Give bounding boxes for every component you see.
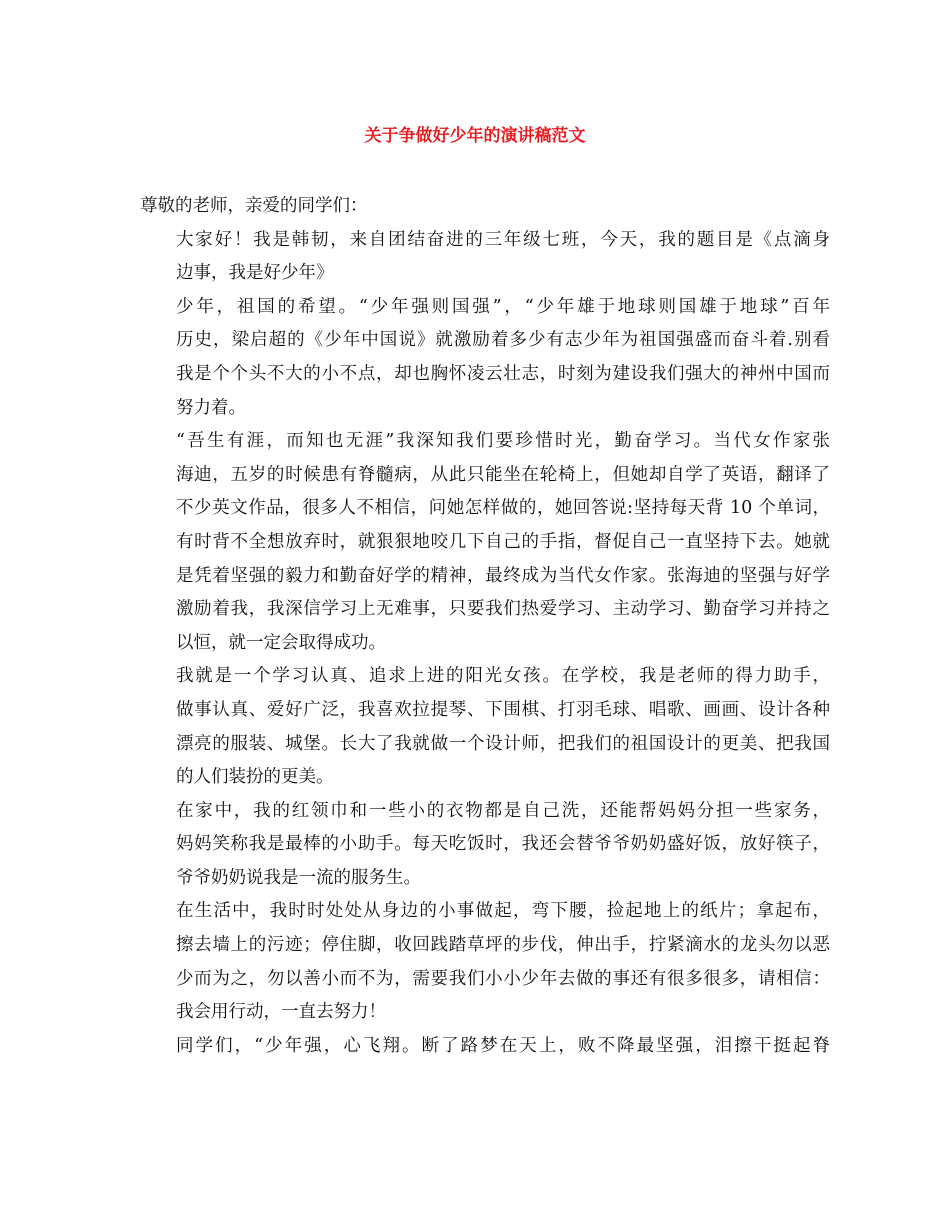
document-title: 关于争做好少年的演讲稿范文 [364, 126, 586, 146]
paragraph-line: 在生活中，我时时处处从身边的小事做起，弯下腰，捡起地上的纸片；拿起布， [176, 901, 830, 922]
paragraph-line: 我就是一个学习认真、追求上进的阳光女孩。在学校，我是老师的得力助手， [176, 666, 830, 687]
paragraph-line: 我是个个头不大的小不点，却也胸怀凌云壮志，时刻为建设我们强大的神州中国而 [176, 363, 830, 384]
paragraph-line: 我会用行动，一直去努力！ [176, 1002, 386, 1023]
paragraph-line: 努力着。 [176, 397, 246, 418]
paragraph-line: “吾生有涯，而知也无涯”我深知我们要珍惜时光，勤奋学习。当代女作家张 [176, 431, 830, 452]
paragraph-line: 妈妈笑称我是最棒的小助手。每天吃饭时，我还会替爷爷奶奶盛好饭，放好筷子， [176, 834, 830, 855]
paragraph-line: 同学们，“少年强，心飞翔。断了路梦在天上，败不降最坚强，泪擦干挺起脊 [176, 1035, 830, 1056]
paragraph-line: 爷爷奶奶说我是一流的服务生。 [176, 867, 421, 888]
paragraph-line: 做事认真、爱好广泛，我喜欢拉提琴、下围棋、打羽毛球、唱歌、画画、设计各种 [176, 699, 830, 720]
paragraph-line: 有时背不全想放弃时，就狠狠地咬几下自己的手指，督促自己一直坚持下去。她就 [176, 531, 830, 552]
paragraph-line: 激励着我，我深信学习上无难事，只要我们热爱学习、主动学习、勤奋学习并持之 [176, 599, 830, 620]
paragraph-line: 擦去墙上的污迹；停住脚，收回践踏草坪的步伐，伸出手，拧紧滴水的龙头勿以恶 [176, 935, 830, 956]
paragraph-line: 在家中，我的红领巾和一些小的衣物都是自己洗，还能帮妈妈分担一些家务， [176, 800, 830, 821]
paragraph-2 [140, 291, 830, 425]
paragraph-line: 边事，我是好少年》 [176, 263, 334, 284]
paragraph-line: 以恒，就一定会取得成功。 [176, 632, 386, 653]
paragraph-5 [140, 795, 830, 896]
paragraph-line: 漂亮的服装、城堡。长大了我就做一个设计师，把我们的祖国设计的更美、把我国 [176, 733, 830, 754]
paragraph-line: 历史，梁启超的《少年中国说》就激励着多少有志少年为祖国强盛而奋斗着.别看 [176, 330, 830, 351]
paragraph-1 [140, 224, 830, 291]
paragraph-line: 大家好！我是韩韧，来自团结奋进的三年级七班，今天，我的题目是《点滴身 [176, 229, 830, 250]
document-body [140, 190, 830, 1063]
paragraph-4 [140, 660, 830, 794]
paragraph-7 [140, 1030, 830, 1064]
paragraph-6 [140, 895, 830, 1029]
salutation [140, 190, 830, 224]
paragraph-line: 是凭着坚强的毅力和勤奋好学的精神，最终成为当代女作家。张海迪的坚强与好学 [176, 565, 830, 586]
paragraph-line: 海迪，五岁的时候患有脊髓病，从此只能坐在轮椅上，但她却自学了英语，翻译了 [176, 464, 830, 485]
paragraph-line: 少年，祖国的希望。“少年强则国强”，“少年雄于地球则国雄于地球”百年 [176, 296, 830, 317]
paragraph-line: 少而为之，勿以善小而不为，需要我们小小少年去做的事还有很多很多，请相信： [176, 968, 830, 989]
salutation-line: 尊敬的老师，亲爱的同学们： [140, 196, 368, 216]
paragraph-3 [140, 425, 830, 660]
paragraph-line: 不少英文作品，很多人不相信，问她怎样做的，她回答说:坚持每天背 10 个单词， [176, 498, 830, 519]
paragraph-line: 的人们装扮的更美。 [176, 767, 334, 788]
